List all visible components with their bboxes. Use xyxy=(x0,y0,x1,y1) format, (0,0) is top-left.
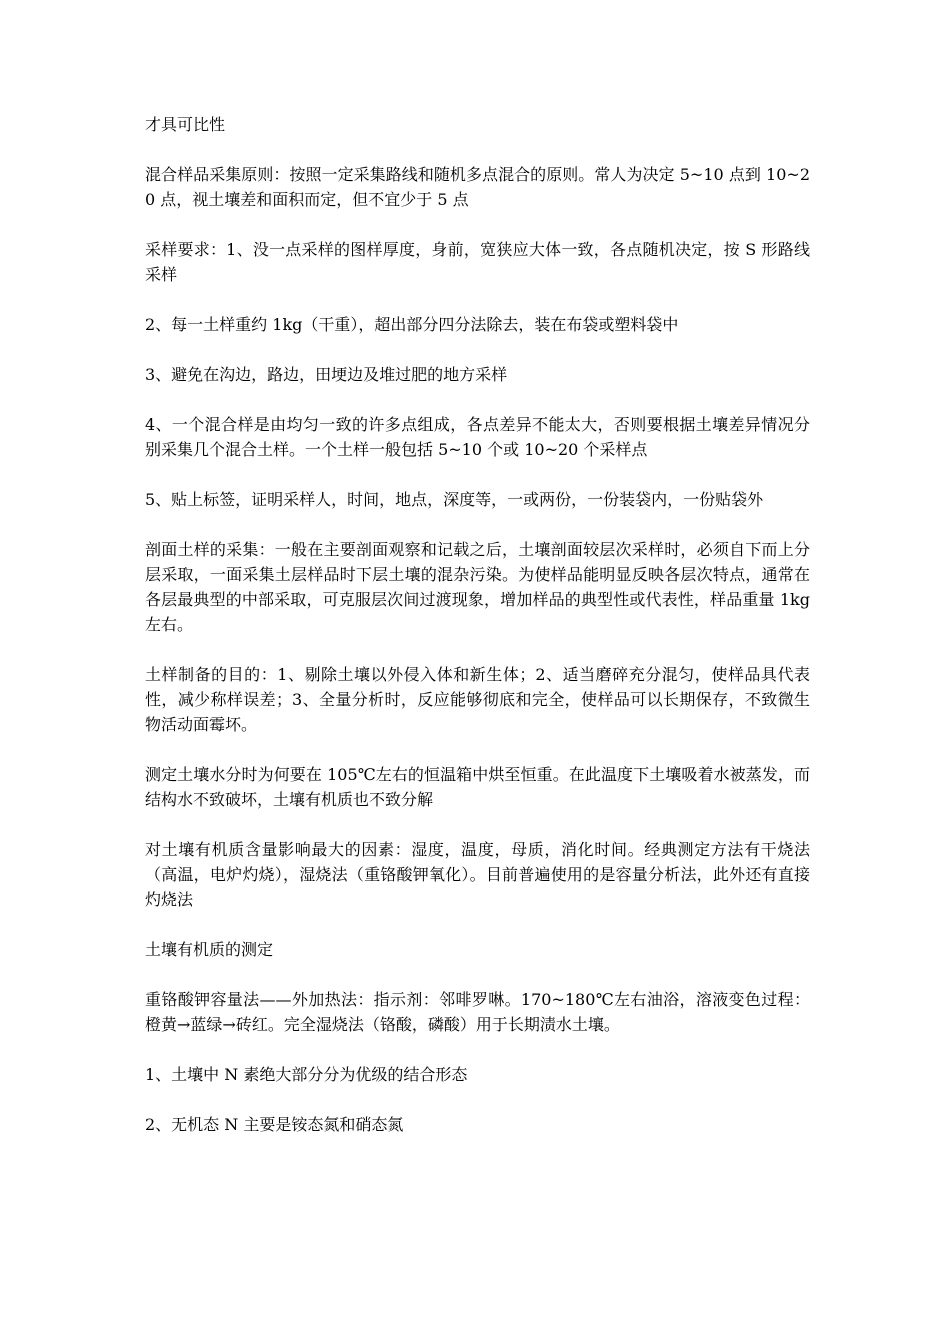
paragraph-inorganic-nitrogen: 2、无机态 N 主要是铵态氮和硝态氮 xyxy=(145,1115,404,1134)
paragraph-dichromate-method: 重铬酸钾容量法——外加热法：指示剂：邻啡罗啉。170~180℃左右油浴，溶液变色过程：橙黄→蓝绿→砖红。完全湿烧法（铬酸，磷酸）用于长期渍水土壤。 xyxy=(145,990,810,1034)
paragraph-sampling-requirements: 采样要求：1、没一点采样的图样厚度，身前，宽狭应大体一致，各点随机决定，按 S 形路线采样 xyxy=(145,240,810,284)
document-page xyxy=(145,112,810,1162)
paragraph-labeling: 5、贴上标签，证明采样人，时间，地点，深度等，一或两份，一份装袋内，一份贴袋外 xyxy=(145,490,764,509)
paragraph-nitrogen-forms: 1、土壤中 N 素绝大部分分为优级的结合形态 xyxy=(145,1065,468,1084)
paragraph-organic-matter-factors: 对土壤有机质含量影响最大的因素：湿度，温度，母质，消化时间。经典测定方法有干烧法（高温，电炉灼烧），湿烧法（重铬酸钾氧化）。目前普遍使用的是容量分析法，此外还有直接灼烧法 xyxy=(145,840,810,909)
paragraph-comparability: 才具可比性 xyxy=(145,115,226,134)
paragraph-avoid-locations: 3、避免在沟边，路边，田埂边及堆过肥的地方采样 xyxy=(145,365,508,384)
paragraph-sample-weight: 2、每一土样重约 1kg（干重），超出部分四分法除去，装在布袋或塑料袋中 xyxy=(145,315,679,334)
paragraph-moisture-determination: 测定土壤水分时为何要在 105℃左右的恒温箱中烘至恒重。在此温度下土壤吸着水被蒸发，而结构水不致破坏，土壤有机质也不致分解 xyxy=(145,765,810,809)
paragraph-mixed-sample-points: 4、一个混合样是由均匀一致的许多点组成，各点差异不能太大，否则要根据土壤差异情况分别采集几个混合土样。一个土样一般包括 5~10 个或 10~20 个采样点 xyxy=(145,415,810,459)
paragraph-mixed-sampling-principle: 混合样品采集原则：按照一定采集路线和随机多点混合的原则。常人为决定 5~10 点到 10~20 点，视土壤差和面积而定，但不宜少于 5 点 xyxy=(145,165,810,209)
paragraph-organic-matter-heading: 土壤有机质的测定 xyxy=(145,940,274,959)
paragraph-profile-sampling: 剖面土样的采集：一般在主要剖面观察和记载之后，土壤剖面较层次采样时，必须自下而上分层采取，一面采集土层样品时下层土壤的混杂污染。为使样品能明显反映各层次特点，通常在各层最典型的中部采取，可克服层次间过渡现象，增加样品的典型性或代表性，样品重量 1kg 左右。 xyxy=(145,540,810,634)
paragraph-sample-preparation: 土样制备的目的：1、剔除土壤以外侵入体和新生体；2、适当磨碎充分混匀，使样品具代表性，减少称样误差；3、全量分析时，反应能够彻底和完全，使样品可以长期保存，不致微生物活动面霉坏。 xyxy=(145,665,810,734)
